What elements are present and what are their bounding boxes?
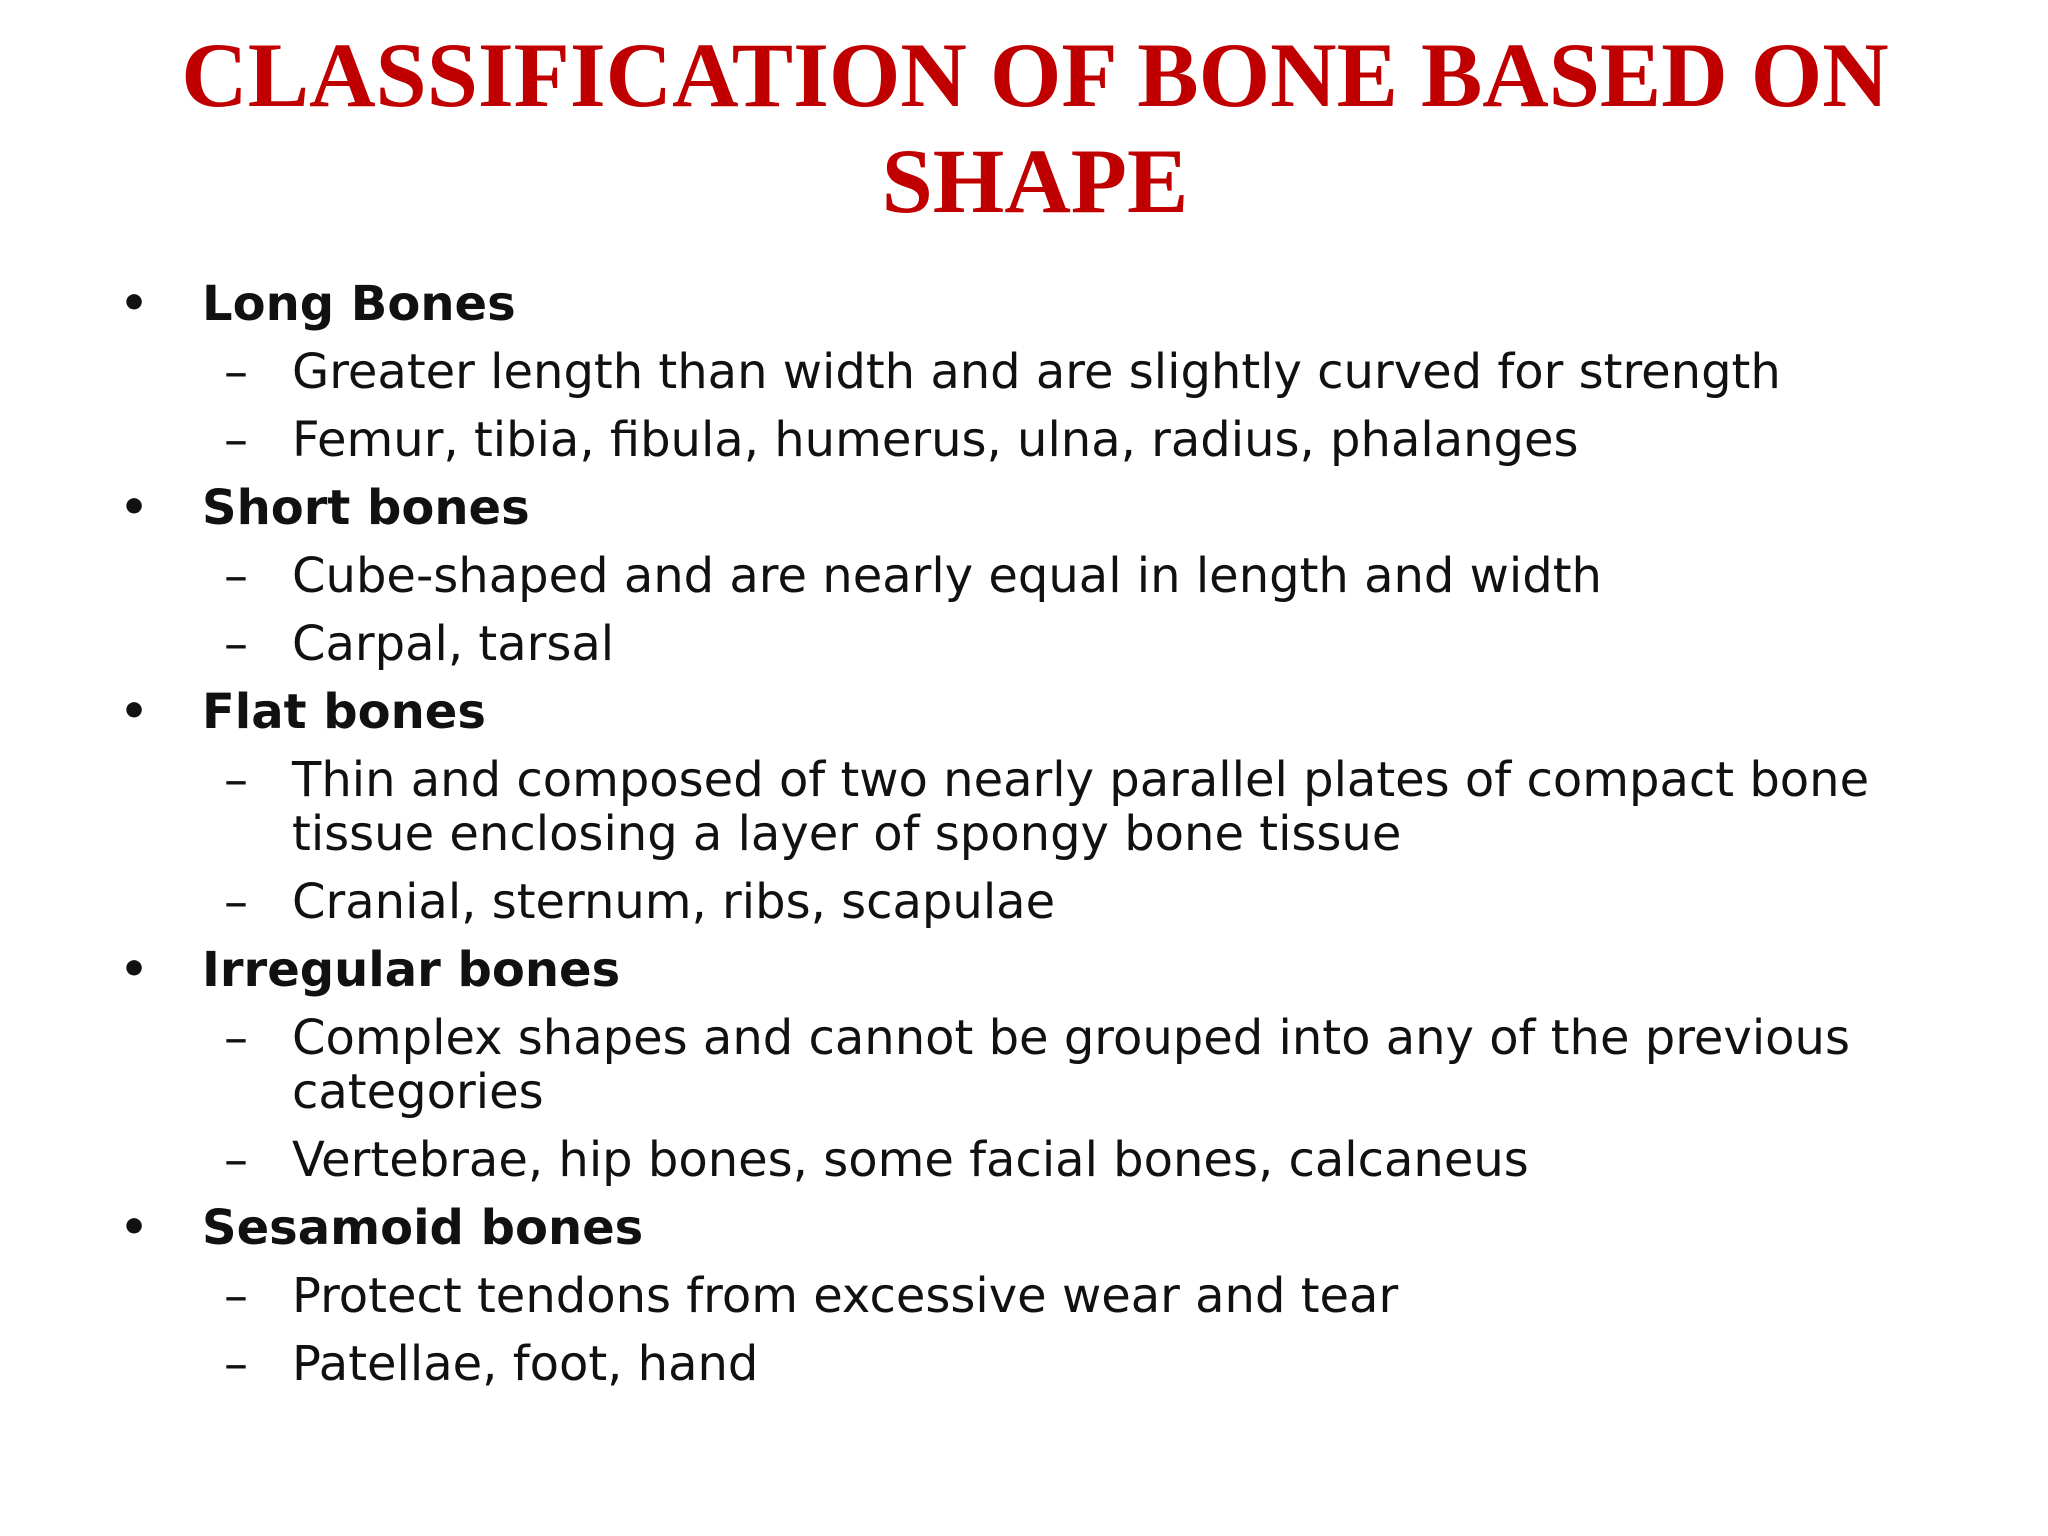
dash-icon: – xyxy=(224,1268,248,1324)
dash-icon: – xyxy=(224,412,248,468)
sub-item-text: Patellae, foot, hand xyxy=(292,1336,759,1392)
bullet-item-short-bones xyxy=(120,474,1920,678)
sub-item xyxy=(120,868,1920,936)
sub-item xyxy=(120,542,1920,610)
bullet-item-flat-bones xyxy=(120,678,1920,936)
sub-item xyxy=(120,1330,1920,1398)
sub-item-text: Cube-shaped and are nearly equal in length and width xyxy=(292,548,1602,604)
bullet-list xyxy=(120,270,1920,1398)
sub-item-text: Femur, tibia, fibula, humerus, ulna, radius, phalanges xyxy=(292,412,1579,468)
sub-item xyxy=(120,1004,1920,1126)
sub-list xyxy=(120,746,1920,936)
slide-title: CLASSIFICATION OF BONE BASED ON SHAPE xyxy=(181,24,1889,232)
bullet-heading-text: Flat bones xyxy=(202,684,486,740)
sub-item-text: Vertebrae, hip bones, some facial bones, calcaneus xyxy=(292,1132,1529,1188)
dash-icon: – xyxy=(224,616,248,672)
bullet-heading-text: Sesamoid bones xyxy=(202,1200,644,1256)
bullet-item-long-bones xyxy=(120,270,1920,474)
bullet-item-sesamoid-bones xyxy=(120,1194,1920,1398)
sub-item xyxy=(120,338,1920,406)
bullet-dot-icon: • xyxy=(120,278,149,329)
sub-item-text: Thin and composed of two nearly parallel plates of compact bone tissue enclosing a layer of spongy bone tissue xyxy=(292,752,1870,862)
bullet-dot-icon: • xyxy=(120,944,149,995)
sub-item xyxy=(120,406,1920,474)
bullet-heading xyxy=(120,678,1920,746)
dash-icon: – xyxy=(224,548,248,604)
dash-icon: – xyxy=(224,1010,248,1066)
bullet-heading xyxy=(120,474,1920,542)
dash-icon: – xyxy=(224,1336,248,1392)
bullet-heading xyxy=(120,1194,1920,1262)
dash-icon: – xyxy=(224,1132,248,1188)
sub-item xyxy=(120,746,1920,868)
sub-item-text: Protect tendons from excessive wear and tear xyxy=(292,1268,1399,1324)
bullet-dot-icon: • xyxy=(120,686,149,737)
dash-icon: – xyxy=(224,344,248,400)
bullet-item-irregular-bones xyxy=(120,936,1920,1194)
bullet-dot-icon: • xyxy=(120,1202,149,1253)
dash-icon: – xyxy=(224,752,248,808)
sub-list xyxy=(120,338,1920,474)
bullet-heading-text: Irregular bones xyxy=(202,942,621,998)
dash-icon: – xyxy=(224,874,248,930)
bullet-heading-text: Short bones xyxy=(202,480,530,536)
sub-item xyxy=(120,1126,1920,1194)
sub-item xyxy=(120,1262,1920,1330)
bullet-heading xyxy=(120,270,1920,338)
sub-item-text: Cranial, sternum, ribs, scapulae xyxy=(292,874,1056,930)
sub-item xyxy=(120,610,1920,678)
bullet-heading-text: Long Bones xyxy=(202,276,516,332)
sub-list xyxy=(120,542,1920,678)
sub-item-text: Greater length than width and are slightly curved for strength xyxy=(292,344,1781,400)
bullet-heading xyxy=(120,936,1920,1004)
sub-item-text: Carpal, tarsal xyxy=(292,616,615,672)
sub-item-text: Complex shapes and cannot be grouped into any of the previous categories xyxy=(292,1010,1850,1120)
sub-list xyxy=(120,1004,1920,1194)
sub-list xyxy=(120,1262,1920,1398)
bullet-dot-icon: • xyxy=(120,482,149,533)
